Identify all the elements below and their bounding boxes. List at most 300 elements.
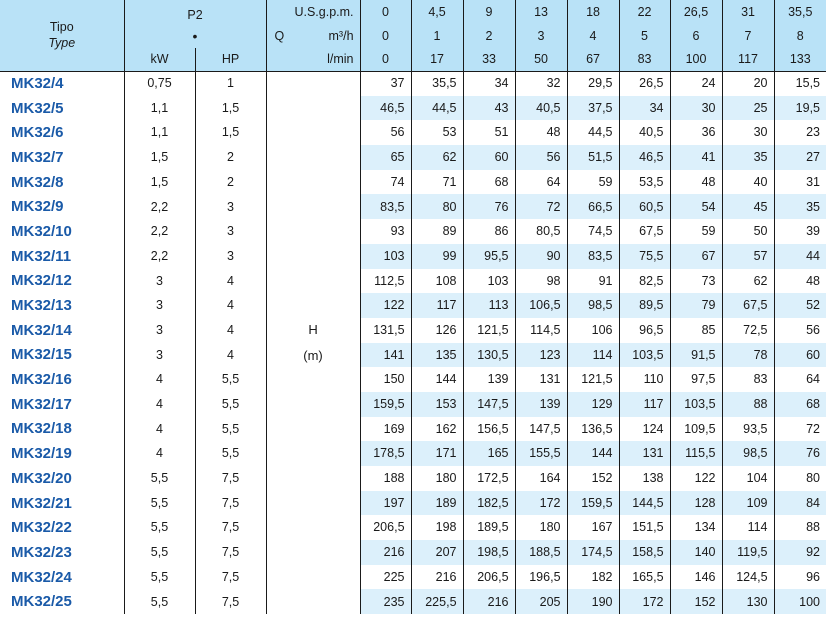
model-name: MK32/11: [11, 247, 72, 265]
power-kw: 3: [124, 318, 195, 343]
table-row: [0, 170, 826, 195]
head-value: 45: [722, 194, 774, 219]
p2-header: P2: [124, 0, 266, 24]
tipo-header: [0, 0, 124, 71]
head-value: 80,5: [515, 219, 567, 244]
head-value: 39: [774, 219, 826, 244]
head-value: 59: [670, 219, 722, 244]
flow-usgpm-5: 22: [619, 0, 670, 24]
power-hp: 1: [195, 71, 266, 96]
model-name: MK32/6: [11, 124, 64, 142]
table-row: [0, 343, 826, 368]
flow-usgpm-7: 31: [722, 0, 774, 24]
head-value: 67,5: [722, 293, 774, 318]
head-value: 37: [390, 76, 405, 91]
model-name: MK32/10: [11, 222, 72, 240]
power-hp: 7,5: [195, 491, 266, 516]
model-name: MK32/21: [11, 494, 72, 512]
head-value: 197: [360, 491, 411, 516]
head-value: 134: [670, 515, 722, 540]
head-value: 180: [411, 466, 463, 491]
head-value: 44,5: [567, 120, 619, 145]
flow-m3h-5: 5: [619, 24, 670, 48]
head-value: 85: [670, 318, 722, 343]
head-value: 44,5: [411, 96, 463, 121]
head-value: 130,5: [463, 343, 515, 368]
head-value: 51,5: [567, 145, 619, 170]
head-value: 109,5: [670, 417, 722, 442]
head-value: 59: [567, 170, 619, 195]
tipo-label: Tipo: [49, 20, 74, 35]
flow-m3h-8: 8: [774, 24, 826, 48]
flow-lmin-8: 133: [774, 48, 826, 71]
head-value: 84: [774, 491, 826, 516]
head-value: 112,5: [374, 273, 405, 288]
power-kw: 2,2: [124, 244, 195, 269]
head-value: 88: [722, 392, 774, 417]
power-hp: 4: [195, 293, 266, 318]
head-value: 37,5: [567, 96, 619, 121]
power-hp: 7,5: [195, 540, 266, 565]
head-value: 110: [619, 367, 670, 392]
head-value: 198,5: [463, 540, 515, 565]
head-value: 83: [722, 367, 774, 392]
head-value: 89: [411, 219, 463, 244]
flow-m3h-7: 7: [722, 24, 774, 48]
power-hp: 5,5: [195, 417, 266, 442]
head-value: 216: [360, 540, 411, 565]
head-value: 146: [670, 565, 722, 590]
head-value: 23: [774, 120, 826, 145]
model-name: MK32/24: [11, 568, 72, 586]
table-row: [0, 120, 826, 145]
head-value: 91,5: [670, 343, 722, 368]
head-value: 182,5: [463, 491, 515, 516]
hp-label: HP: [195, 48, 266, 71]
head-value: 98,5: [722, 441, 774, 466]
head-value: 66,5: [567, 194, 619, 219]
header-row-usgpm: [0, 0, 826, 24]
flow-lmin-6: 100: [670, 48, 722, 71]
head-value: 29,5: [567, 71, 619, 96]
head-value: 48: [515, 120, 567, 145]
head-value: 128: [670, 491, 722, 516]
power-hp: 1,5: [195, 96, 266, 121]
head-value: 136,5: [567, 417, 619, 442]
head-value: 19,5: [774, 96, 826, 121]
head-value: 40,5: [515, 96, 567, 121]
head-value: 152: [670, 589, 722, 614]
head-value: 106: [567, 318, 619, 343]
head-value: 41: [670, 145, 722, 170]
head-value: 93,5: [722, 417, 774, 442]
head-value: 40: [722, 170, 774, 195]
head-value: 46,5: [360, 96, 411, 121]
head-value: 32: [515, 71, 567, 96]
head-value: 91: [567, 269, 619, 294]
head-value: 80: [774, 466, 826, 491]
model-name: MK32/14: [11, 321, 72, 339]
head-value: 138: [619, 466, 670, 491]
head-value: 139: [515, 392, 567, 417]
flow-usgpm-2: 9: [463, 0, 515, 24]
power-hp: 5,5: [195, 367, 266, 392]
power-kw: 2,2: [124, 194, 195, 219]
head-value: 147,5: [515, 417, 567, 442]
head-value: 36: [670, 120, 722, 145]
head-value: 35: [774, 194, 826, 219]
head-value: 188,5: [515, 540, 567, 565]
head-value: 169: [383, 421, 405, 436]
head-value: 131: [515, 367, 567, 392]
head-value: 56: [390, 125, 405, 140]
flow-usgpm-1: 4,5: [411, 0, 463, 24]
head-value: 206,5: [373, 520, 405, 535]
head-value: 34: [619, 96, 670, 121]
head-value: 190: [567, 589, 619, 614]
head-value: 140: [670, 540, 722, 565]
head-value: 114: [722, 515, 774, 540]
table-row: [0, 367, 826, 392]
head-value: 60,5: [619, 194, 670, 219]
head-value: 76: [463, 194, 515, 219]
table-row: [0, 466, 826, 491]
head-value: 117: [411, 293, 463, 318]
power-hp: 7,5: [195, 565, 266, 590]
model-name: MK32/9: [11, 198, 64, 216]
model-name: MK32/22: [11, 519, 72, 537]
head-value: 99: [411, 244, 463, 269]
table-row: [0, 194, 826, 219]
head-value: 15,5: [774, 71, 826, 96]
head-value: 115,5: [670, 441, 722, 466]
head-value: 93: [390, 224, 405, 239]
head-value: 113: [463, 293, 515, 318]
table-row: [0, 244, 826, 269]
power-kw: 1,5: [124, 145, 195, 170]
power-hp: 2: [195, 170, 266, 195]
head-value: 68: [774, 392, 826, 417]
table-row: [0, 565, 826, 590]
head-value: 62: [722, 269, 774, 294]
model-name: MK32/16: [11, 371, 72, 389]
table-row: [0, 318, 826, 343]
flow-m3h-6: 6: [670, 24, 722, 48]
head-value: 122: [670, 466, 722, 491]
head-value: 135: [411, 343, 463, 368]
q-label: Q: [266, 24, 294, 48]
head-value: 30: [722, 120, 774, 145]
head-value: 34: [463, 71, 515, 96]
model-name: MK32/17: [11, 395, 72, 413]
head-value: 46,5: [619, 145, 670, 170]
head-value: 86: [463, 219, 515, 244]
head-value: 189: [411, 491, 463, 516]
model-name: MK32/4: [11, 75, 64, 93]
head-value: 25: [722, 96, 774, 121]
head-value: 144: [411, 367, 463, 392]
head-value: 53: [411, 120, 463, 145]
power-hp: 4: [195, 269, 266, 294]
flow-usgpm-8: 35,5: [774, 0, 826, 24]
model-name: MK32/15: [11, 346, 72, 364]
table-row: [0, 71, 826, 96]
head-value: 165: [463, 441, 515, 466]
head-value: 162: [411, 417, 463, 442]
kw-label: kW: [124, 48, 195, 71]
model-name: MK32/12: [11, 272, 72, 290]
head-value: 88: [774, 515, 826, 540]
head-value: 79: [670, 293, 722, 318]
head-value: 30: [670, 96, 722, 121]
head-value: 225,5: [411, 589, 463, 614]
power-kw: 5,5: [124, 515, 195, 540]
power-kw: 5,5: [124, 565, 195, 590]
power-kw: 2,2: [124, 219, 195, 244]
model-name: MK32/13: [11, 297, 72, 315]
header-row-lmin: [0, 48, 826, 71]
head-value: 172,5: [463, 466, 515, 491]
head-value: 103,5: [619, 343, 670, 368]
table-row: [0, 441, 826, 466]
head-value: 62: [411, 145, 463, 170]
model-name: MK32/23: [11, 543, 72, 561]
power-kw: 3: [124, 343, 195, 368]
head-value: 26,5: [619, 71, 670, 96]
head-value: 171: [411, 441, 463, 466]
head-value: 174,5: [567, 540, 619, 565]
head-value: 164: [515, 466, 567, 491]
head-value: 97,5: [670, 367, 722, 392]
head-value: 92: [774, 540, 826, 565]
head-value: 151,5: [619, 515, 670, 540]
head-label: H: [308, 321, 318, 337]
head-value: 216: [411, 565, 463, 590]
power-hp: 4: [195, 343, 266, 368]
head-value: 67,5: [619, 219, 670, 244]
flow-usgpm-6: 26,5: [670, 0, 722, 24]
head-value: 104: [722, 466, 774, 491]
head-value: 106,5: [515, 293, 567, 318]
flow-usgpm-3: 13: [515, 0, 567, 24]
table-row: [0, 515, 826, 540]
table-row: [0, 96, 826, 121]
head-value: 68: [463, 170, 515, 195]
head-value: 51: [463, 120, 515, 145]
power-hp: 5,5: [195, 392, 266, 417]
power-kw: 5,5: [124, 540, 195, 565]
power-kw: 4: [124, 441, 195, 466]
head-value: 122: [360, 293, 411, 318]
head-value: 24: [670, 71, 722, 96]
head-value: 121,5: [463, 318, 515, 343]
head-value: 74,5: [567, 219, 619, 244]
head-value: 109: [722, 491, 774, 516]
power-kw: 1,1: [124, 96, 195, 121]
head-value: 57: [722, 244, 774, 269]
head-value: 159,5: [360, 392, 411, 417]
head-value: 74: [390, 174, 405, 189]
power-kw: 3: [124, 269, 195, 294]
head-value: 72: [515, 194, 567, 219]
head-value: 121,5: [567, 367, 619, 392]
flow-m3h-2: 2: [463, 24, 515, 48]
power-hp: 4: [195, 318, 266, 343]
table-row: [0, 589, 826, 614]
model-name: MK32/19: [11, 445, 72, 463]
model-name: MK32/5: [11, 99, 64, 117]
flow-lmin-3: 50: [515, 48, 567, 71]
head-value: 20: [722, 71, 774, 96]
head-value: 48: [774, 269, 826, 294]
power-hp: 2: [195, 145, 266, 170]
head-value: 165,5: [619, 565, 670, 590]
head-value: 205: [515, 589, 567, 614]
head-value: 60: [463, 145, 515, 170]
head-value: 64: [774, 367, 826, 392]
head-value: 156,5: [463, 417, 515, 442]
head-value: 53,5: [619, 170, 670, 195]
table-row: [0, 417, 826, 442]
type-label: Type: [48, 35, 76, 50]
lmin-label: l/min: [294, 48, 360, 71]
flow-lmin-2: 33: [463, 48, 515, 71]
table-row: [0, 540, 826, 565]
model-name: MK32/25: [11, 593, 72, 611]
head-value: 159,5: [567, 491, 619, 516]
head-value: 83,5: [567, 244, 619, 269]
power-kw: 4: [124, 417, 195, 442]
head-value: 40,5: [619, 120, 670, 145]
head-value: 152: [567, 466, 619, 491]
power-hp: 3: [195, 244, 266, 269]
head-value: 144,5: [619, 491, 670, 516]
head-value: 80: [411, 194, 463, 219]
head-value: 206,5: [463, 565, 515, 590]
head-value: 103,5: [670, 392, 722, 417]
power-kw: 1,1: [124, 120, 195, 145]
flow-lmin-4: 67: [567, 48, 619, 71]
head-value: 71: [411, 170, 463, 195]
head-value: 76: [774, 441, 826, 466]
head-value: 139: [463, 367, 515, 392]
p2-dot: •: [124, 24, 266, 48]
model-name: MK32/8: [11, 173, 64, 191]
head-value: 158,5: [619, 540, 670, 565]
head-value: 83,5: [360, 194, 411, 219]
power-hp: 7,5: [195, 589, 266, 614]
flow-usgpm-4: 18: [567, 0, 619, 24]
head-value: 189,5: [463, 515, 515, 540]
head-value: 196,5: [515, 565, 567, 590]
flow-m3h-3: 3: [515, 24, 567, 48]
head-value: 188: [383, 471, 405, 486]
head-value: 130: [722, 589, 774, 614]
head-value: 43: [463, 96, 515, 121]
head-value: 78: [722, 343, 774, 368]
head-value: 141: [360, 343, 411, 368]
power-hp: 3: [195, 219, 266, 244]
power-kw: 3: [124, 293, 195, 318]
power-kw: 4: [124, 367, 195, 392]
flow-usgpm-0: 0: [360, 0, 411, 24]
flow-m3h-1: 1: [411, 24, 463, 48]
power-kw: 0,75: [124, 71, 195, 96]
head-value: 56: [774, 318, 826, 343]
head-value: 64: [515, 170, 567, 195]
model-name: MK32/18: [11, 420, 72, 438]
head-value: 60: [774, 343, 826, 368]
head-value: 153: [411, 392, 463, 417]
flow-lmin-5: 83: [619, 48, 670, 71]
head-value: 56: [515, 145, 567, 170]
head-value: 167: [567, 515, 619, 540]
head-value: 150: [383, 372, 405, 387]
head-value: 31: [774, 170, 826, 195]
table-row: [0, 491, 826, 516]
head-value: 124: [619, 417, 670, 442]
power-kw: 5,5: [124, 491, 195, 516]
power-kw: 5,5: [124, 466, 195, 491]
power-hp: 1,5: [195, 120, 266, 145]
usgpm-label: U.S.g.p.m.: [294, 0, 360, 24]
header-row-m3h: [0, 24, 826, 48]
head-value: 72,5: [722, 318, 774, 343]
head-value: 96: [774, 565, 826, 590]
power-hp: 5,5: [195, 441, 266, 466]
head-value: 65: [360, 145, 411, 170]
power-kw: 4: [124, 392, 195, 417]
head-value: 147,5: [463, 392, 515, 417]
model-name: MK32/7: [11, 148, 64, 166]
head-value: 114,5: [515, 318, 567, 343]
head-value: 35,5: [411, 71, 463, 96]
power-hp: 3: [195, 194, 266, 219]
head-value: 98: [515, 269, 567, 294]
head-value: 103: [360, 244, 411, 269]
head-value: 198: [411, 515, 463, 540]
table-row: [0, 145, 826, 170]
head-value: 129: [567, 392, 619, 417]
head-value: 54: [670, 194, 722, 219]
head-value: 207: [411, 540, 463, 565]
head-value: 73: [670, 269, 722, 294]
head-value: 114: [567, 343, 619, 368]
head-value: 117: [619, 392, 670, 417]
head-value: 100: [774, 589, 826, 614]
head-value: 172: [619, 589, 670, 614]
head-value: 144: [567, 441, 619, 466]
power-kw: 1,5: [124, 170, 195, 195]
table-row: [0, 293, 826, 318]
head-value: 27: [774, 145, 826, 170]
head-value: 119,5: [722, 540, 774, 565]
head-value: 123: [515, 343, 567, 368]
head-value: 216: [463, 589, 515, 614]
m3h-label: m³/h: [294, 24, 360, 48]
flow-m3h-0: 0: [360, 24, 411, 48]
head-value: 50: [722, 219, 774, 244]
head-value: 124,5: [722, 565, 774, 590]
head-value: 103: [463, 269, 515, 294]
head-value: 178,5: [360, 441, 411, 466]
power-hp: 7,5: [195, 515, 266, 540]
table-row: [0, 392, 826, 417]
head-value: 180: [515, 515, 567, 540]
head-value: 225: [383, 569, 405, 584]
head-value: 235: [360, 589, 411, 614]
power-hp: 7,5: [195, 466, 266, 491]
